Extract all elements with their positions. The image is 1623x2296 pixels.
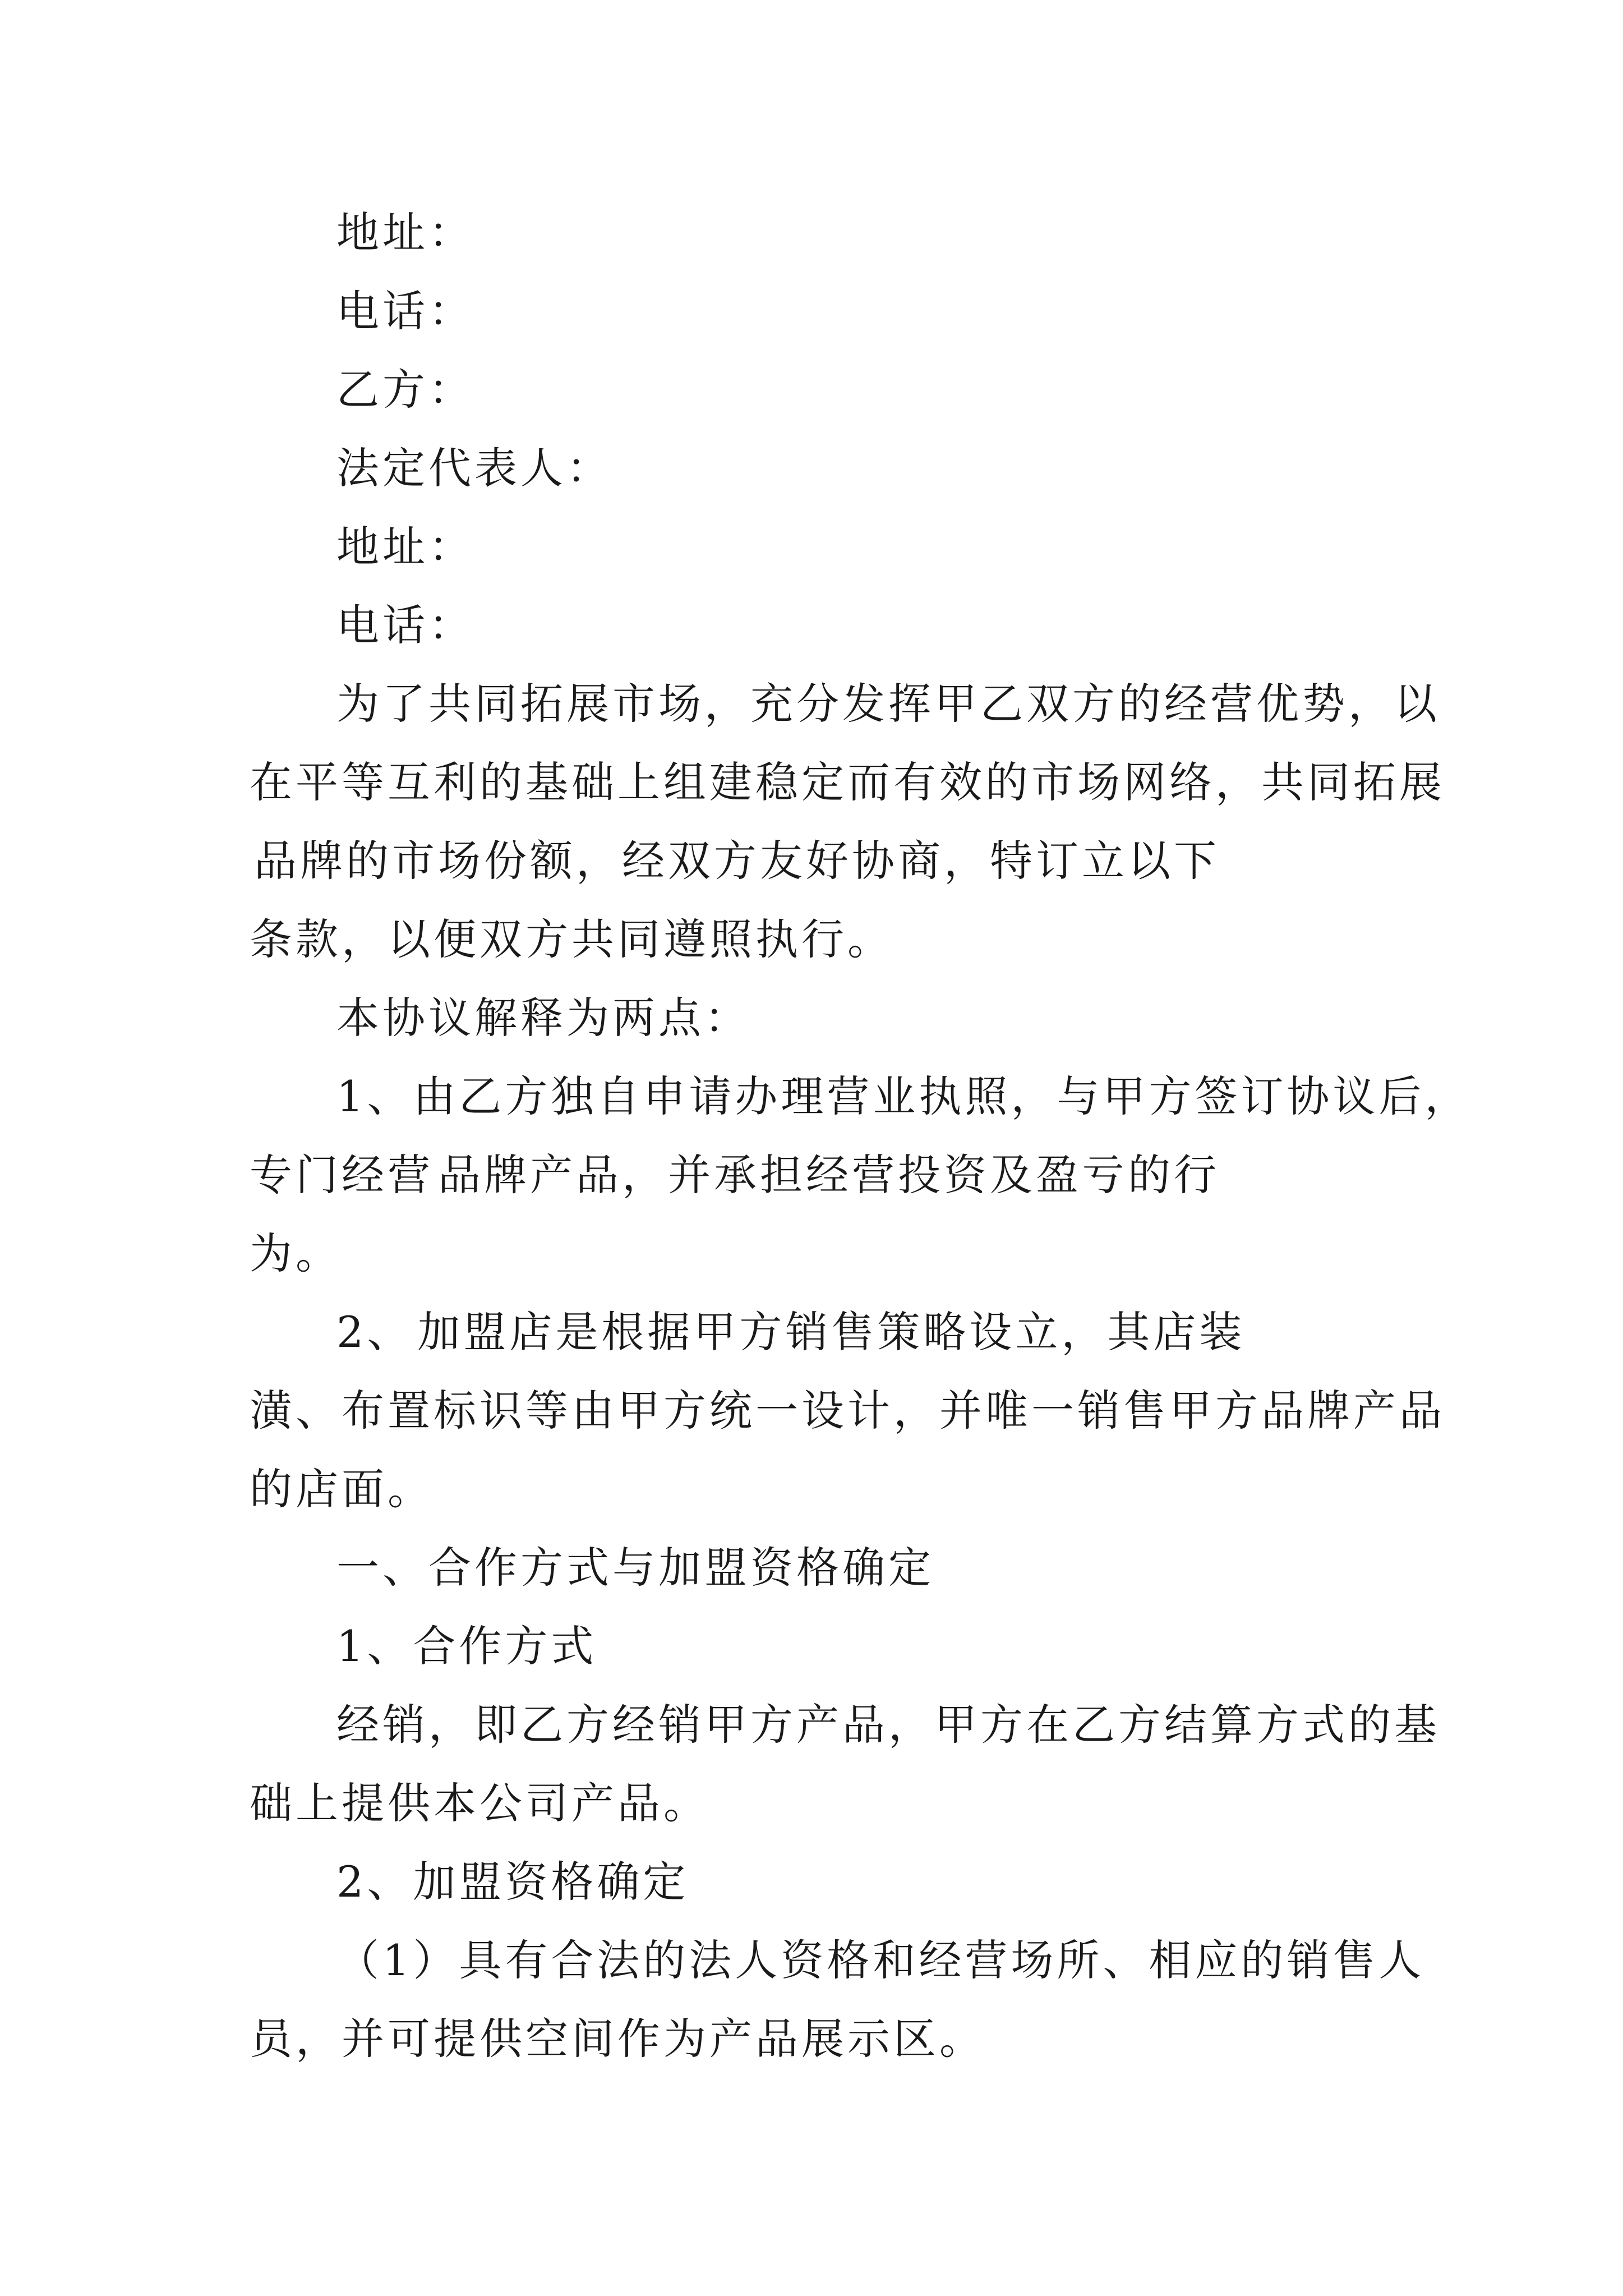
interpretation-item2-line-2 bbox=[0, 1374, 1623, 1447]
party-a-phone-label: 电话： bbox=[336, 286, 474, 336]
preamble-line-4 bbox=[0, 903, 1623, 976]
party-b-address-label: 地址： bbox=[336, 522, 474, 572]
section1-sub2-heading: 2、加盟资格确定 bbox=[336, 1857, 689, 1907]
party-a-address-line bbox=[0, 196, 1623, 269]
preamble-text-3: 品牌的市场份额，经双方友好协商，特订立以下 bbox=[254, 836, 1220, 886]
preamble-line-1 bbox=[0, 668, 1623, 740]
party-b-title: 乙方： bbox=[336, 365, 474, 415]
section1-sub1-text-1: 经销，即乙方经销甲方产品，甲方在乙方结算方式的基 bbox=[336, 1700, 1440, 1750]
interpretation-item2-text-1b: 加盟店是根据甲方销售策略设立，其店装 bbox=[417, 1307, 1246, 1357]
interpretation-item1-line-3 bbox=[0, 1217, 1623, 1290]
section1-sub1-line-2 bbox=[0, 1767, 1623, 1840]
section1-sub2-item1-line-1 bbox=[0, 1924, 1623, 1997]
party-b-title-line bbox=[0, 353, 1623, 426]
interpretation-item2-text-3: 的店面。 bbox=[250, 1464, 434, 1514]
party-b-address-line bbox=[0, 510, 1623, 583]
section1-sub1-line-1 bbox=[0, 1688, 1623, 1761]
section1-heading-line bbox=[0, 1531, 1623, 1604]
section1-sub2-item1-text-1: （1）具有合法的法人资格和经营场所、相应的销售人 bbox=[336, 1935, 1425, 1985]
interpretation-item2-text-1a: 2、 bbox=[336, 1307, 413, 1357]
party-b-legal-rep-line bbox=[0, 432, 1623, 505]
interpretation-heading-line bbox=[0, 982, 1623, 1055]
party-b-legal-rep-label: 法定代表人： bbox=[336, 443, 612, 493]
interpretation-item1-text-1: 1、由乙方独自申请办理营业执照，与甲方签订协议后， bbox=[336, 1071, 1471, 1121]
preamble-line-2 bbox=[0, 746, 1623, 819]
party-b-phone-line bbox=[0, 589, 1623, 662]
interpretation-item2-line-3 bbox=[0, 1453, 1623, 1526]
party-a-address-label: 地址： bbox=[336, 208, 474, 257]
section1-sub2-item1-text-2: 员，并可提供空间作为产品展示区。 bbox=[250, 2014, 985, 2064]
interpretation-item1-line-1 bbox=[0, 1060, 1623, 1133]
section1-sub1-heading: 1、合作方式 bbox=[336, 1621, 597, 1671]
interpretation-item1-text-3: 为。 bbox=[250, 1228, 342, 1278]
interpretation-item1-text-2a: 专门经营 bbox=[250, 1150, 434, 1200]
section1-sub1-text-2: 础上提供本公司产品。 bbox=[250, 1778, 709, 1828]
section1-sub2-item1-line-2 bbox=[0, 2003, 1623, 2076]
preamble-text-4: 条款，以便双方共同遵照执行。 bbox=[250, 914, 893, 964]
section1-sub2-heading-line bbox=[0, 1846, 1623, 1918]
party-b-phone-label: 电话： bbox=[336, 600, 474, 650]
section1-heading: 一、合作方式与加盟资格确定 bbox=[336, 1543, 934, 1593]
preamble-text-1: 为了共同拓展市场，充分发挥甲乙双方的经营优势，以 bbox=[336, 679, 1440, 729]
interpretation-heading: 本协议解释为两点： bbox=[336, 993, 750, 1043]
interpretation-item1-line-2 bbox=[0, 1139, 1623, 1212]
party-a-phone-line bbox=[0, 275, 1623, 348]
preamble-text-2: 在平等互利的基础上组建稳定而有效的市场网络，共同拓展 bbox=[250, 757, 1445, 807]
interpretation-item2-text-2: 潢、布置标识等由甲方统一设计，并唯一销售甲方品牌产品 bbox=[250, 1386, 1445, 1435]
interpretation-item1-text-2b: 品牌产品，并承担经营投资及盈亏的行 bbox=[438, 1150, 1220, 1200]
interpretation-item2-line-1 bbox=[0, 1296, 1623, 1369]
section1-sub1-heading-line bbox=[0, 1610, 1623, 1683]
preamble-line-3 bbox=[0, 825, 1623, 898]
